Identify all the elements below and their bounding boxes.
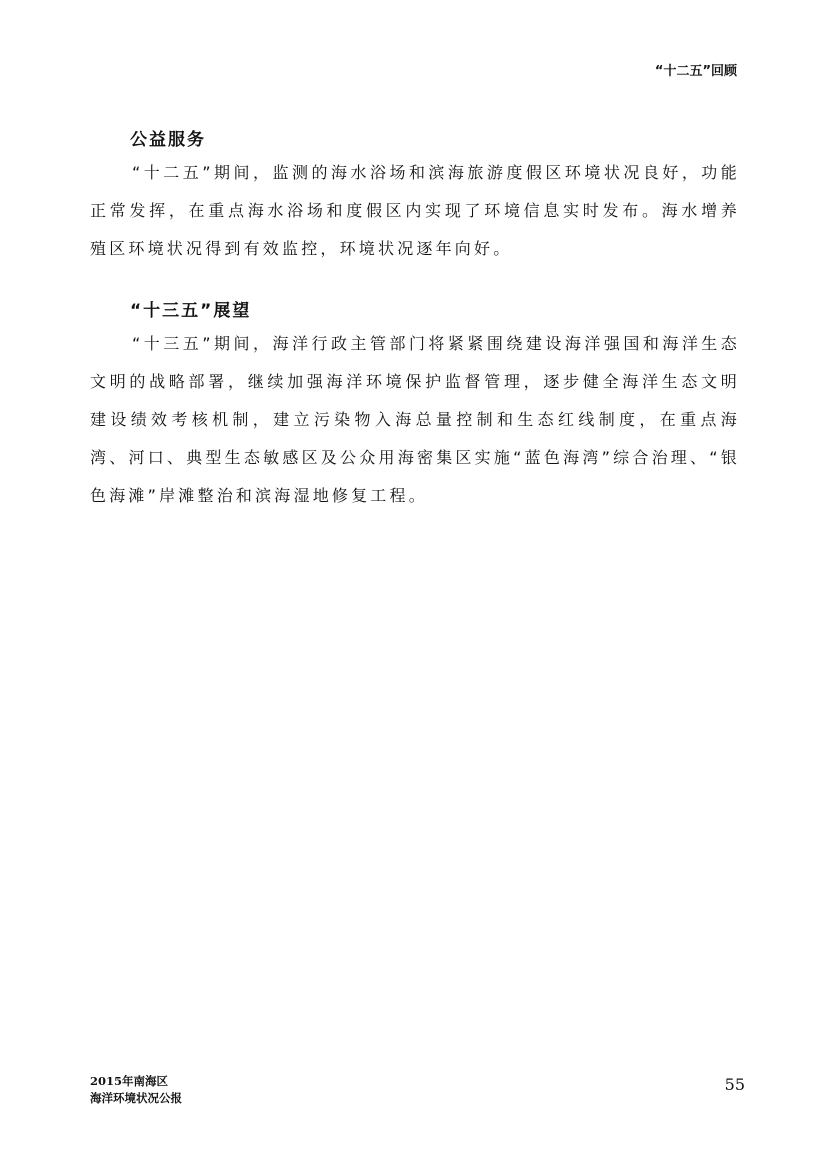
section-paragraph: “十三五”期间，海洋行政主管部门将紧紧围绕建设海洋强国和海洋生态文明的战略部署，继续加强海洋环境保护监督管理，逐步健全海洋生态文明建设绩效考核机制，建立污染物入海总量控制和生态红线制度，在重点海湾、河口、典型生态敏感区及公众用海密集区实施“蓝色海湾”综合治理、“银色海滩”岸滩整治和滨海湿地修复工程。 bbox=[90, 334, 740, 505]
page-number: 55 bbox=[724, 1075, 745, 1094]
section-heading: “十三五”展望 bbox=[130, 301, 252, 321]
footer-line-2: 海洋环境状况公报 bbox=[90, 1091, 182, 1105]
section-heading: 公益服务 bbox=[130, 130, 206, 150]
section-outlook bbox=[90, 296, 740, 515]
section-paragraph: “十二五”期间，监测的海水浴场和滨海旅游度假区环境状况良好，功能正常发挥，在重点海水浴场和度假区内实现了环境信息实时发布。海水增养殖区环境状况得到有效监控，环境状况逐年向好。 bbox=[90, 163, 740, 258]
footer-line-1: 2015年南海区 bbox=[90, 1074, 169, 1088]
section-public-service bbox=[90, 125, 740, 268]
running-head: “十二五”回顾 bbox=[654, 64, 737, 79]
footer-publication-title bbox=[90, 1073, 182, 1107]
